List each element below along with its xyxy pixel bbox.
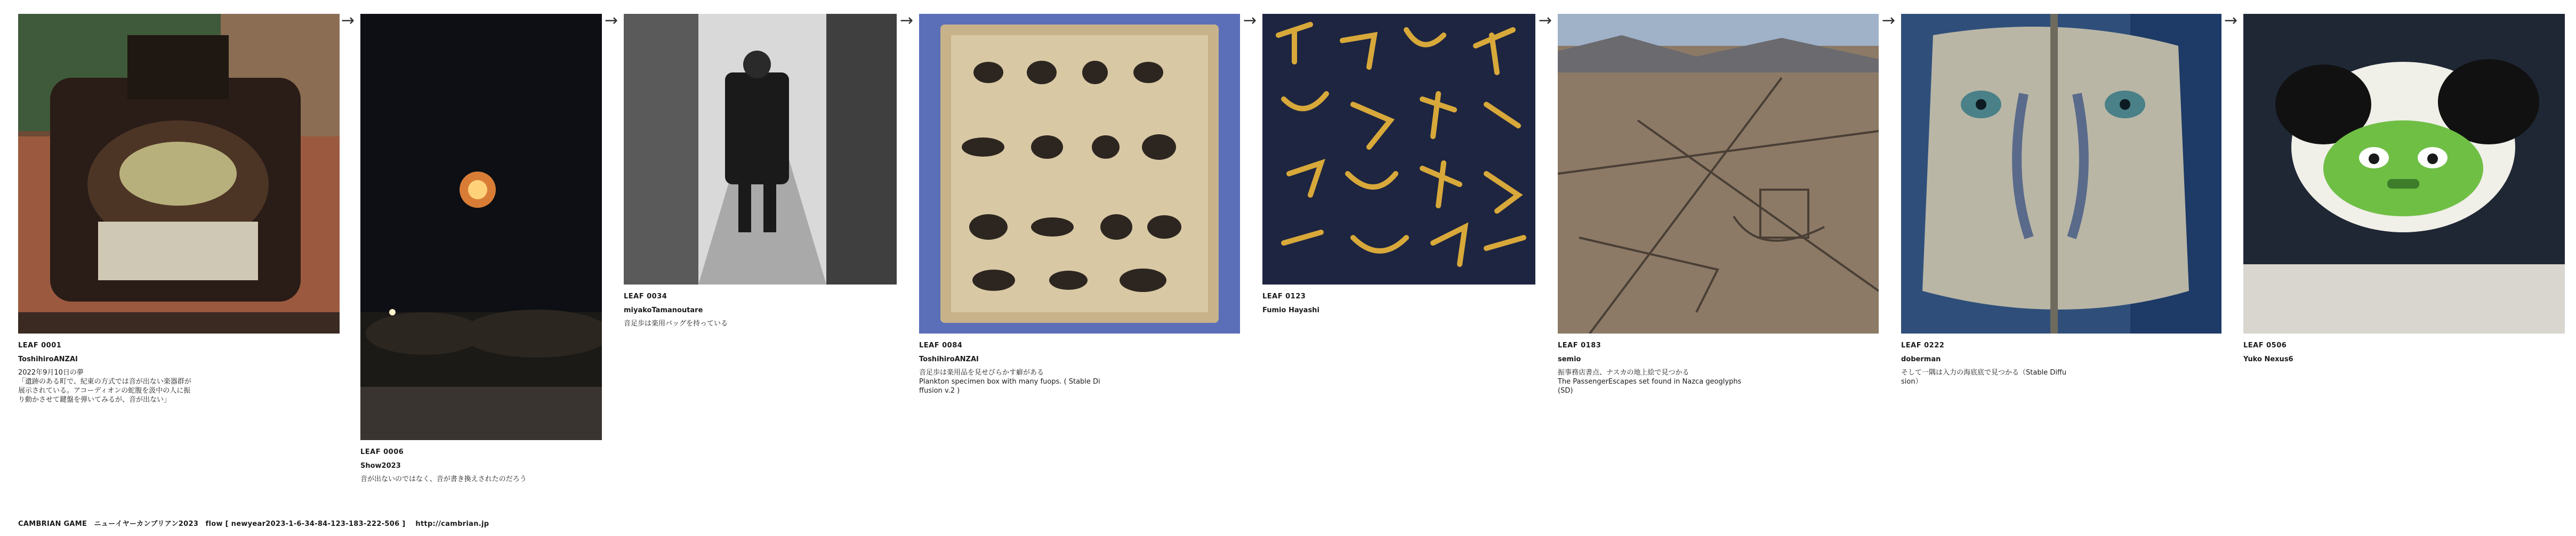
leaf-description: 振事務店書点、ナスカの地上絵で見つかる The PassengerEscapes set found in Nazca geoglyphs (SD) [1558,369,1742,395]
leaf-id: LEAF 0222 [1901,342,1945,350]
street-bag-icon [624,14,897,285]
leaf-id: LEAF 0123 [1262,293,1306,301]
leaf-author[interactable]: Yuko Nexus6 [2243,355,2293,363]
leaf-image-underwater[interactable] [1901,14,2221,334]
leaf-image-glyphs[interactable] [1262,14,1535,285]
leaf-caption [360,448,584,484]
flow-arrow-icon: → [2224,11,2238,30]
leaf-caption [1262,292,1486,319]
leaf-image-knitted[interactable] [2243,14,2565,334]
leaf-image-specimen-box[interactable] [919,14,1240,334]
flow-arrow-icon: → [341,11,355,30]
leaf-caption [919,341,1143,395]
leaf-description: 音が出ないのではなく、音が書き換えされたのだろう [360,475,527,483]
flow-arrow-icon: → [1882,11,1896,30]
leaf-image-fireworks[interactable] [360,14,602,440]
leaf-author[interactable]: Show2023 [360,462,401,470]
page-footer [18,518,496,528]
leaf-author[interactable]: miyakoTamanoutare [624,306,703,314]
leaf-author[interactable]: semio [1558,355,1581,363]
leaf-id: LEAF 0001 [18,342,62,350]
underwater-face-icon [1901,14,2221,334]
leaf-caption [1901,341,2125,386]
nazca-geoglyphs-icon [1558,14,1879,334]
leaf-id: LEAF 0183 [1558,342,1601,350]
flow-arrow-icon: → [605,11,618,30]
leaf-id: LEAF 0084 [919,342,963,350]
leaf-description: 2022年9月10日の夢 「遺跡のある町で、紀東の方式では音が出ない楽器群が 展示されている。アコーディオンの蛇腹を汲中の人に振 り動かさせて鍵盤を弾いてみるが、音が出ない」 [18,369,191,404]
golden-glyphs-icon [1262,14,1535,285]
footer-title: CAMBRIAN GAME ニューイヤーカンブリアン2023 flow [ newyear2023-1-6-34-84-123-183-222-506 ] [18,520,406,528]
accordion-sculpture-icon [18,14,340,334]
leaf-description: そして一隅は入力の海底底で見つかる（Stable Diffu sion） [1901,369,2067,386]
flow-arrow-icon: → [1243,11,1257,30]
leaf-author[interactable]: Fumio Hayashi [1262,306,1319,314]
leaf-author[interactable]: ToshihiroANZAI [919,355,979,363]
leaf-caption [18,341,242,404]
leaf-id: LEAF 0506 [2243,342,2287,350]
leaf-caption [2243,341,2467,368]
fireworks-night-icon [360,14,602,440]
leaf-id: LEAF 0006 [360,448,404,456]
footer-link[interactable]: http://cambrian.jp [415,520,489,528]
leaf-caption [624,292,848,328]
flow-arrow-icon: → [900,11,914,30]
specimen-box-icon [919,14,1240,334]
leaf-description: 音足歩は楽用バッグを持っている [624,320,728,328]
leaf-image-accordion[interactable] [18,14,340,334]
leaf-author[interactable]: doberman [1901,355,1941,363]
leaf-caption [1558,341,1782,395]
leaf-id: LEAF 0034 [624,293,667,301]
leaf-image-nazca[interactable] [1558,14,1879,334]
flow-arrow-icon: → [1539,11,1552,30]
knitted-creature-icon [2243,14,2565,334]
leaf-description: 音足歩は楽用品を見せびらかす癖がある Plankton specimen box with many fuops. ( Stable Di ffusion v.2 ) [919,369,1100,395]
leaf-image-street[interactable] [624,14,897,285]
leaf-author[interactable]: ToshihiroANZAI [18,355,78,363]
